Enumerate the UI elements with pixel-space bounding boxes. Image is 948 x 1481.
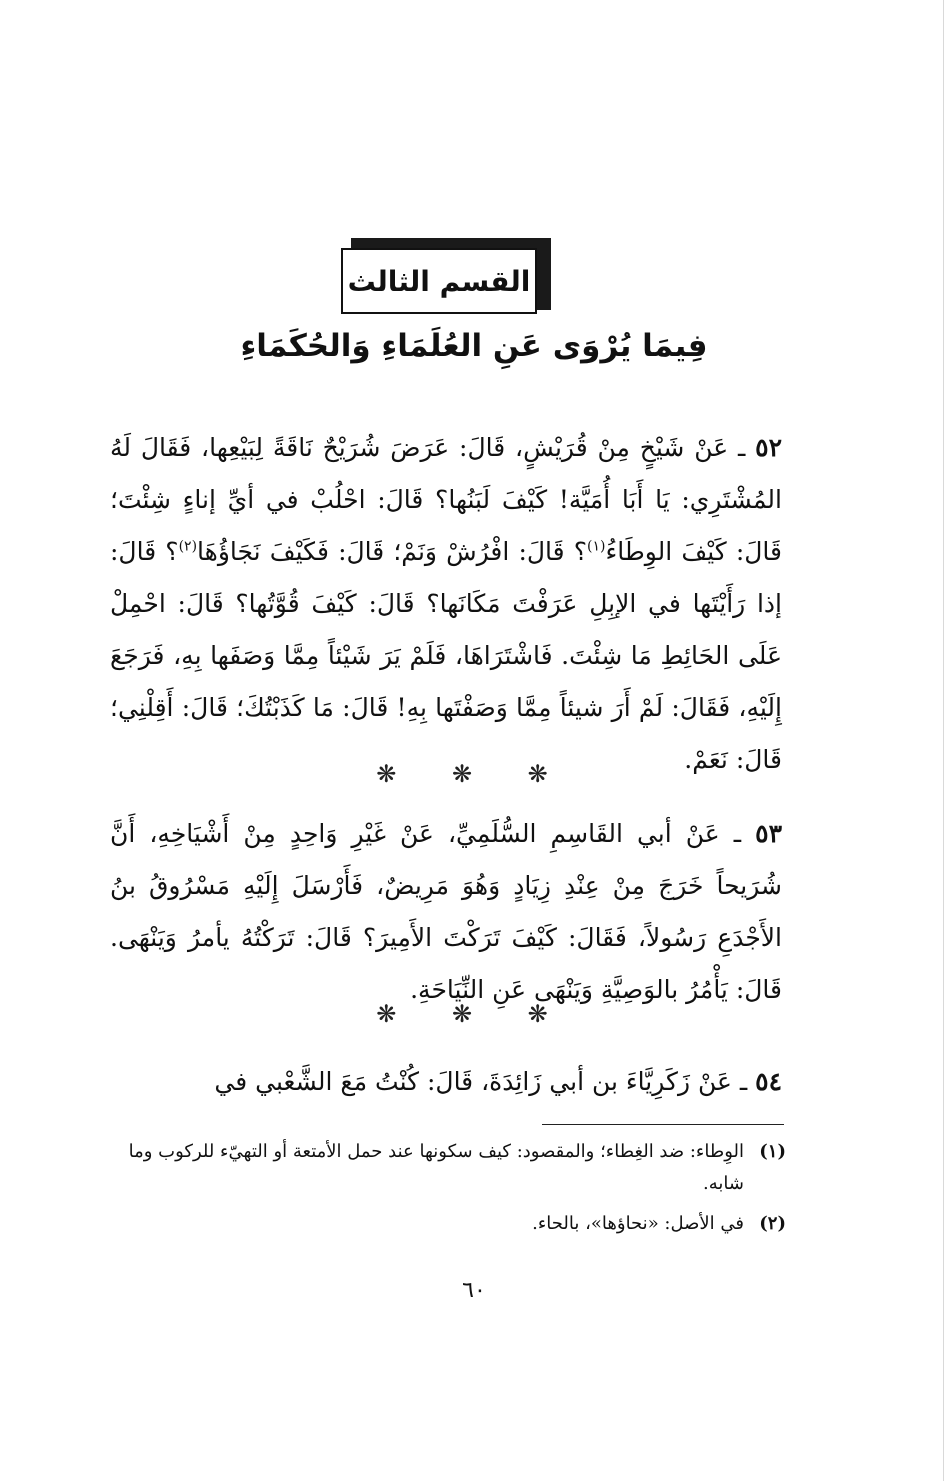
footnote-number: (١) [759,1141,786,1162]
footnote-ref-2: (٢) [178,538,198,555]
entry-text: ـ عَنْ شَيْخٍ مِنْ قُرَيْشٍ، قَالَ: عَرَضَ شُرَيْحٌ نَاقَةً لِبَيْعِها، فَقَالَ لَهُ المُشْتَرِي: يَا أَبَا أُمَيَّة! كَيْفَ لَبَنُها؟ قَالَ: احْلُبْ في أيِّ إناءٍ شِئْتَ؛ قَالَ: كَيْفَ الوِطَاءُ [110,433,782,566]
entry-number: ٥٣ [755,819,782,848]
entry-52 [110,422,782,786]
section-heading-box [341,238,551,320]
section-subtitle: فِيمَا يُرْوَى عَنِ العُلَمَاءِ وَالحُكَمَاءِ [240,328,708,364]
footnote-1 [94,1136,786,1200]
footnote-text: في الأصل: «نحاؤها»، بالحاء. [532,1213,744,1234]
entry-53 [110,808,782,1016]
entry-number: ٥٤ [755,1067,782,1096]
entry-text: ؟ قَالَ: إذا رَأَيْتَها في الإبِلِ عَرَفْتَ مَكَانَها؟ قَالَ: كَيْفَ قُوَّتُها؟ قَالَ: احْمِلْ عَلَى الحَائِطِ مَا شِئْتَ. فَاشْتَرَاهَا، فَلَمْ يَرَ شَيْئاً مِمَّا وَصَفَها بِهِ، فَرَجَعَ إِلَيْهِ، فَقَالَ: لَمْ أَرَ شيئاً مِمَّا وَصَفْتَها بِهِ! قَالَ: مَا كَذَبْتُكَ؛ قَالَ: أَقِلْنِي؛ قَالَ: نَعَمْ. [110,537,782,774]
footnote-text: الوِطاء: ضد الغِطاء؛ والمقصود: كيف سكونها عند حمل الأمتعة أو التهيّء للركوب وما شابه. [128,1141,744,1194]
page-number: ٦٠ [462,1278,486,1303]
footnote-ref-1: (١) [587,538,606,555]
separator-ornament: ❋ ❋ ❋ [376,760,572,788]
footnote-number: (٢) [759,1213,786,1234]
section-title: القسم الثالث [341,248,537,314]
entry-54 [110,1056,782,1108]
entry-text: ـ عَنْ أبي القَاسِمِ السُّلَمِيِّ، عَنْ غَيْرِ وَاحِدٍ مِنْ أَشْيَاخِهِ، أَنَّ شُرَيحاً خَرَجَ مِنْ عِنْدِ زِيَادٍ وَهُوَ مَرِيضٌ، فَأَرْسَلَ إِلَيْهِ مَسْرُوقُ بنُ الأَجْدَعِ رَسُولاً، فَقَالَ: كَيْفَ تَرَكْتَ الأَمِيرَ؟ قَالَ: تَرَكْتُهُ يأمرُ وَيَنْهَى. قَالَ: يَأْمُرُ بالوَصِيَّةِ وَيَنْهَى عَنِ النِّيَاحَةِ. [110,819,782,1004]
scan-edge [943,0,944,1481]
footnotes [94,1136,786,1248]
footnote-2 [94,1208,786,1240]
footnote-rule [542,1124,784,1125]
separator-ornament: ❋ ❋ ❋ [376,1000,572,1028]
entry-text: ـ عَنْ زَكَرِيَّاءَ بن أبي زَائِدَةَ، قَالَ: كُنْتُ مَعَ الشَّعْبي في [214,1067,756,1096]
entry-number: ٥٢ [755,433,782,462]
entry-text: ؟ قَالَ: افْرُشْ وَنَمْ؛ قَالَ: فَكَيْفَ نَجَاؤُهَا [197,537,588,566]
